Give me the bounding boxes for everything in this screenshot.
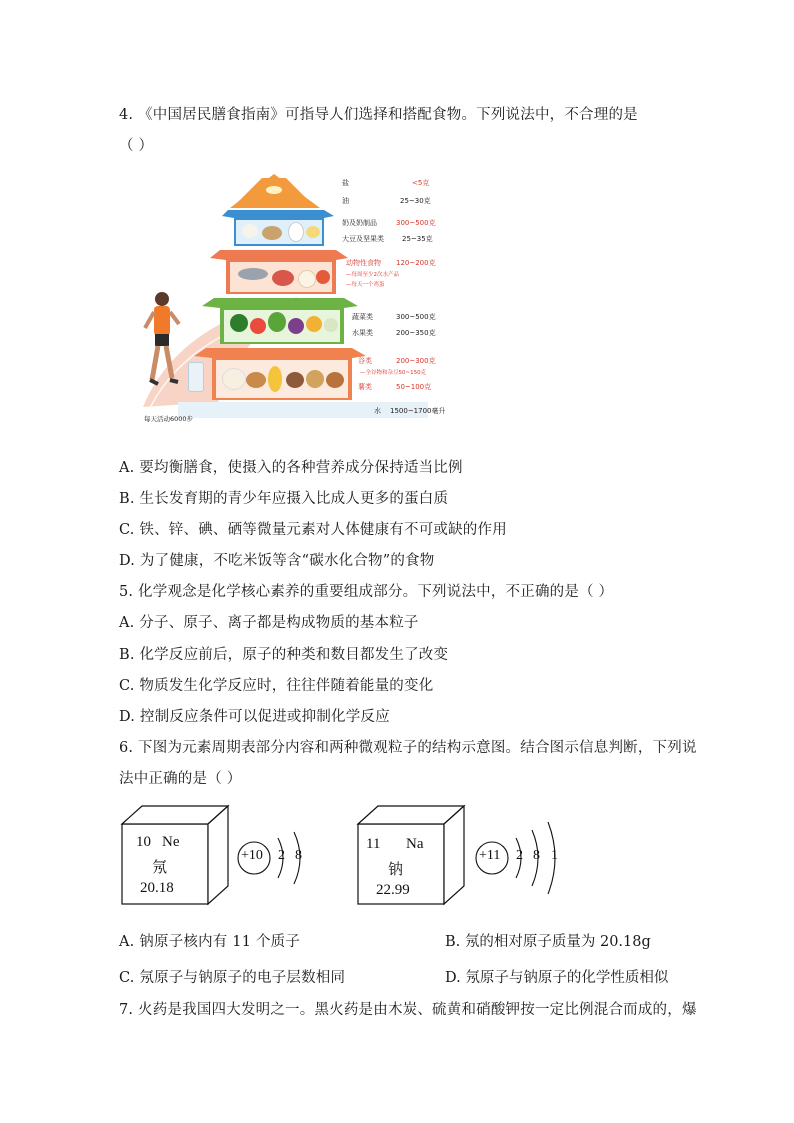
q5-option-c: C. 物质发生化学反应时，往往伴随着能量的变化 — [119, 678, 434, 694]
oil-bottle-icon — [266, 186, 282, 194]
dairy-label: 奶及奶制品 — [342, 219, 377, 227]
q6-option-a: A. 钠原子核内有 11 个质子 — [119, 934, 301, 950]
q6-option-b: B. 氖的相对原子质量为 20.18g — [445, 934, 651, 950]
water-label: 水 — [374, 407, 381, 415]
q7-stem: 7. 火药是我国四大发明之一。黑火药是由木炭、硫黄和硝酸钾按一定比例混合而成的，爆 — [119, 1002, 697, 1018]
neon-nucleus-charge: +10 — [241, 848, 263, 863]
dairy-icon — [288, 222, 304, 242]
fruit-icon — [306, 316, 322, 332]
rice-bowl-icon — [222, 368, 246, 390]
q4-option-c: C. 铁、锌、碘、硒等微量元素对人体健康有不可或缺的作用 — [119, 522, 507, 538]
food-pyramid-figure — [138, 172, 458, 434]
q5-option-a: A. 分子、原子、离子都是构成物质的基本粒子 — [119, 615, 419, 631]
soy-value: 25~35克 — [402, 235, 433, 243]
q5-option-d: D. 控制反应条件可以促进或抑制化学反应 — [119, 709, 390, 725]
nuts-icon — [262, 226, 282, 240]
tuber-value: 50~100克 — [396, 383, 432, 391]
sodium-shell-3: 1 — [551, 848, 558, 863]
vegetable-icon — [230, 314, 248, 332]
egg-icon — [298, 270, 316, 288]
q4-option-a: A. 要均衡膳食，使摄入的各种营养成分保持适当比例 — [119, 460, 463, 476]
neon-shell-1: 2 — [278, 848, 285, 863]
oil-label: 油 — [342, 197, 349, 205]
salt-value: <5克 — [412, 179, 430, 187]
grain-label: 谷类 — [358, 357, 372, 365]
vegetable-label: 蔬菜类 — [352, 313, 373, 321]
animal-value: 120~200克 — [396, 259, 436, 267]
sodium-shell-1: 2 — [516, 848, 523, 863]
neon-shell-2: 8 — [295, 848, 302, 863]
soy-label: 大豆及坚果类 — [342, 235, 384, 243]
runner-icon — [142, 290, 182, 400]
potato-icon — [306, 370, 324, 388]
q5-option-b: B. 化学反应前后，原子的种类和数目都发生了改变 — [119, 647, 449, 663]
neon-symbol: Ne — [162, 834, 180, 850]
sweet-potato-icon — [326, 372, 344, 388]
shrimp-icon — [316, 270, 330, 284]
corn-icon — [268, 366, 282, 392]
animal-sub-egg: —每天一个鸡蛋 — [346, 282, 385, 288]
q6-stem-line1: 6. 下图为元素周期表部分内容和两种微观粒子的结构示意图。结合图示信息判断，下列说 — [119, 740, 697, 756]
greens-icon — [268, 312, 286, 332]
beans-icon — [286, 372, 304, 388]
q4-option-d: D. 为了健康，不吃米饭等含“碳水化合物”的食物 — [119, 553, 435, 569]
neon-atomic-number: 10 — [136, 834, 151, 850]
animal-sub-seafood: —每周至少2次水产品 — [346, 272, 399, 278]
cabbage-icon — [324, 318, 338, 332]
fruit-label: 水果类 — [352, 329, 373, 337]
dairy-value: 300~500克 — [396, 219, 436, 227]
sodium-name: 钠 — [388, 862, 404, 878]
fish-icon — [238, 268, 268, 280]
neon-atomic-mass: 20.18 — [140, 880, 174, 896]
sodium-atom-structure — [474, 818, 570, 898]
sodium-symbol: Na — [406, 836, 424, 852]
q5-stem: 5. 化学观念是化学核心素养的重要组成部分。下列说法中，不正确的是（ ） — [119, 584, 614, 600]
milk-icon — [242, 224, 258, 238]
oil-value: 25~30克 — [400, 197, 431, 205]
meat-icon — [272, 270, 294, 286]
vegetable-value: 300~500克 — [396, 313, 436, 321]
q6-option-c: C. 氖原子与钠原子的电子层数相同 — [119, 970, 346, 986]
sodium-nucleus-charge: +11 — [479, 848, 501, 863]
sodium-shell-2: 8 — [533, 848, 540, 863]
water-value: 1500~1700毫升 — [390, 407, 446, 415]
activity-label: 每天活动6000步 — [144, 415, 194, 423]
tomato-icon — [250, 318, 266, 334]
grain-value: 200~300克 — [396, 357, 436, 365]
fruit-value: 200~350克 — [396, 329, 436, 337]
neon-atom-structure — [236, 826, 316, 890]
q4-stem: 4. 《中国居民膳食指南》可指导人们选择和搭配食物。下列说法中，不合理的是 — [119, 107, 638, 123]
pyramid-graphic — [138, 172, 458, 434]
tuber-label: 薯类 — [358, 383, 372, 391]
sodium-atomic-number: 11 — [366, 836, 381, 852]
grain-sub-wholegrain: —全谷物和杂豆50~150克 — [360, 370, 427, 376]
bread-icon — [246, 372, 266, 388]
q6-option-d: D. 氖原子与钠原子的化学性质相似 — [445, 970, 669, 986]
neon-name: 氖 — [152, 860, 168, 876]
sodium-element-card — [356, 804, 466, 906]
grape-icon — [288, 318, 304, 334]
animal-label: 动物性食物 — [346, 259, 381, 267]
neon-element-card — [120, 804, 230, 906]
salt-label: 盐 — [342, 179, 349, 187]
q6-stem-line2: 法中正确的是（ ） — [119, 771, 242, 787]
water-glass-icon — [188, 362, 204, 392]
sodium-atomic-mass: 22.99 — [376, 882, 410, 898]
q4-answer-paren: （ ） — [119, 138, 154, 154]
q4-option-b: B. 生长发育期的青少年应摄入比成人更多的蛋白质 — [119, 491, 449, 507]
tofu-icon — [306, 226, 320, 238]
